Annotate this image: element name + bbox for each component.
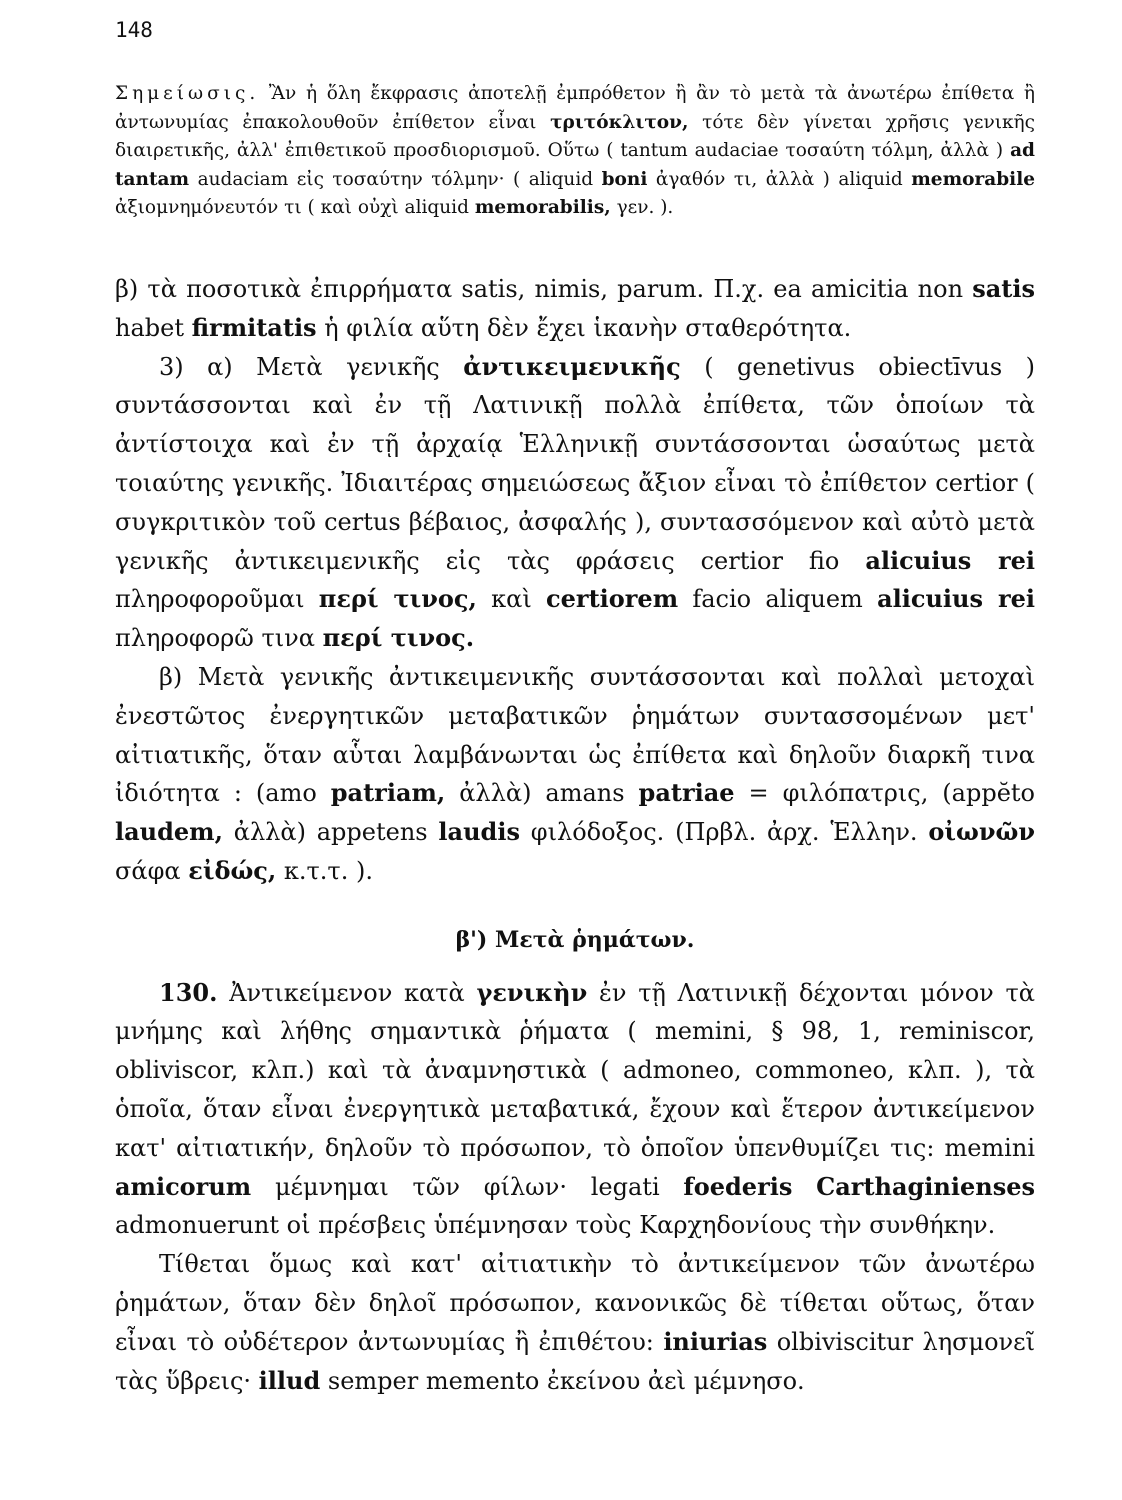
paragraph-quantitative-adverbs xyxy=(115,270,1035,348)
bold-term: memorabilis, xyxy=(474,197,611,218)
text-run: ἀλλὰ) amans xyxy=(445,779,639,808)
bold-term: amicorum xyxy=(115,1171,252,1201)
text-run: ἀλλὰ) appetens xyxy=(222,818,439,847)
text-run xyxy=(792,1173,816,1201)
section-heading: β') Μετὰ ῥημάτων. xyxy=(455,926,695,953)
text-run: ἡ φιλία αὕτη δὲν ἔχει ἱκανὴν σταθερότητα. xyxy=(316,313,852,342)
bold-term: alicuius rei xyxy=(865,545,1036,575)
text-run: κ.τ.τ. ). xyxy=(276,856,373,885)
text-run: facio aliquem xyxy=(678,585,878,614)
bold-term: satis xyxy=(972,274,1035,303)
bold-term: περί τινος. xyxy=(322,623,475,653)
bold-term: illud xyxy=(258,1365,321,1395)
text-run: Ἂν ἡ ὅλη ἔκφρασις ἀποτελῇ ἐμπρόθετον ἢ ἂν τὸ μετὰ τὰ ἀνωτέρω ἐπίθετα ἢ ἀντωνυμίας ἐπακολουθοῦν ἐπίθετον εἶναι xyxy=(115,83,1035,133)
bold-term: patriam, xyxy=(330,778,446,808)
text-run: olbiviscitur λησμονεῖ τὰς ὕβρεις· xyxy=(115,1327,1035,1395)
text-run: σάφα xyxy=(115,856,189,885)
bold-term: γενικὴν xyxy=(476,977,588,1007)
text-run: ἐν τῇ Λατινικῇ δέχονται μόνον τὰ μνήμης καὶ λήθης σημαντικὰ ῥήματα ( memini, § 98, 1, reminiscor, obliviscor, κλπ.) καὶ τὰ ἀναμνηστικὰ ( admoneo, commoneo, κλπ. ), τὰ ὁποῖα, ὅταν εἶναι ἐνεργητικὰ μεταβατικά, ἔχουν καὶ ἕτερον ἀντικείμενον κατ' αἰτιατικήν, δηλοῦν τὸ πρόσωπον, τὸ ὁποῖον ὑπενθυμίζει τις: memini xyxy=(115,978,1035,1162)
paragraph-objective-genitive xyxy=(115,348,1035,658)
note-label: Σημείωσις. xyxy=(115,83,260,104)
text-run: Ἀντικείμενον κατὰ xyxy=(217,978,477,1007)
bold-term: patriae xyxy=(638,778,735,808)
bold-term: firmitatis xyxy=(191,312,317,342)
text-run: semper memento ἐκείνου ἀεὶ μέμνησο. xyxy=(320,1366,805,1395)
text-run: τότε δὲν γίνεται χρῆσις γενικῆς διαιρετικῆς, ἀλλ' ἐπιθετικοῦ προσδιορισμοῦ. Οὕτω ( tantum audaciae τοσαύτη τόλμη, ἀλλὰ ) xyxy=(115,111,1036,161)
paragraph-participles xyxy=(115,658,1035,891)
text-run: habet xyxy=(115,313,192,342)
paragraph-130-body xyxy=(115,979,1035,1240)
page-number: 148 xyxy=(115,18,153,42)
text-run: = φιλόπατρις, (appĕto xyxy=(734,779,1035,808)
bold-term: οἰωνῶν xyxy=(928,817,1035,847)
main-text xyxy=(115,270,1035,1400)
bold-term: certiorem xyxy=(546,584,679,614)
bold-term: ἀντικειμενικῆς xyxy=(463,351,681,381)
text-run: ( genetivus obiectīvus ) συντάσσονται καὶ ἐν τῇ Λατινικῇ πολλὰ ἐπίθετα, τῶν ὁποίων τὰ ἀντίστοιχα καὶ ἐν τῇ ἀρχαίᾳ Ἑλληνικῇ συντάσσονται ὡσαύτως μετὰ τοιαύτης γενικῆς. Ἰδιαιτέρας σημειώσεως ἄξιον εἶναι τὸ ἐπίθετον certior ( συγκριτικὸν τοῦ certus βέβαιος, ἀσφαλής ), συντασσόμενον καὶ αὐτὸ μετὰ γενικῆς ἀντικειμενικῆς εἰς τὰς φράσεις certior fio xyxy=(115,352,1036,575)
bold-term: memorabile xyxy=(911,168,1035,190)
text-run: Τίθεται ὅμως καὶ κατ' αἰτιατικὴν τὸ ἀντικείμενον τῶν ἀνωτέρω ῥημάτων, ὅταν δὲν δηλοῖ πρόσωπον, κανονικῶς δὲ τίθεται οὕτως, ὅταν εἶναι τὸ οὐδέτερον ἀντωνυμίας ἢ ἐπιθέτου: xyxy=(115,1250,1035,1356)
bold-term: περί τινος, xyxy=(318,584,477,614)
paragraph-130 xyxy=(115,974,1035,1246)
note-block xyxy=(115,80,1035,223)
bold-term: laudem, xyxy=(115,817,223,847)
text-run: ἀξιομνημόνευτόν τι ( καὶ οὐχὶ aliquid xyxy=(115,197,475,218)
bold-term: ad tantam xyxy=(115,140,1035,190)
bold-term: laudis xyxy=(438,817,520,847)
text-run: ἀγαθόν τι, ἀλλὰ ) aliquid xyxy=(647,168,912,190)
text-run: β) Μετὰ γενικῆς ἀντικειμενικῆς συντάσσονται καὶ πολλαὶ μετοχαὶ ἐνεστῶτος ἐνεργητικῶν μεταβατικῶν ῥημάτων συντασσομένων μετ' αἰτιατικῆς, ὅταν αὗται λαμβάνωνται ὡς ἐπίθετα καὶ δηλοῦν διαρκῆ τινα ἰδιότητα : (amo xyxy=(115,662,1035,808)
note-paragraph xyxy=(115,80,1035,223)
paragraph-accusative xyxy=(115,1245,1035,1400)
text-run: καὶ xyxy=(476,585,547,614)
bold-term: foederis xyxy=(683,1171,793,1201)
bold-term: boni xyxy=(601,168,648,190)
text-run: πληροφορῶ τινα xyxy=(115,624,323,653)
text-run: πληροφοροῦμαι xyxy=(115,585,319,614)
bold-term: alicuius rei xyxy=(877,584,1036,614)
bold-term: iniurias xyxy=(663,1326,768,1356)
bold-term: Carthaginienses xyxy=(816,1171,1035,1201)
text-run: 3) α) Μετὰ γενικῆς xyxy=(159,352,464,381)
bold-term: εἰδώς, xyxy=(188,855,277,885)
section-number: 130. xyxy=(159,977,218,1007)
text-run: φιλόδοξος. (Πρβλ. ἀρχ. Ἑλλην. xyxy=(519,818,929,847)
text-run: μέμνημαι τῶν φίλων· legati xyxy=(251,1172,684,1201)
text-run: admonuerunt οἱ πρέσβεις ὑπέμνησαν τοὺς Καρχηδονίους τὴν συνθήκην. xyxy=(115,1211,996,1240)
text-run: audaciam εἰς τοσαύτην τόλμην· ( aliquid xyxy=(189,168,602,190)
text-run: β) τὰ ποσοτικὰ ἐπιρρήματα satis, nimis, parum. Π.χ. ea amicitia non xyxy=(115,275,973,303)
bold-term: τριτόκλιτον, xyxy=(550,111,689,133)
text-run: γεν. ). xyxy=(610,197,674,218)
